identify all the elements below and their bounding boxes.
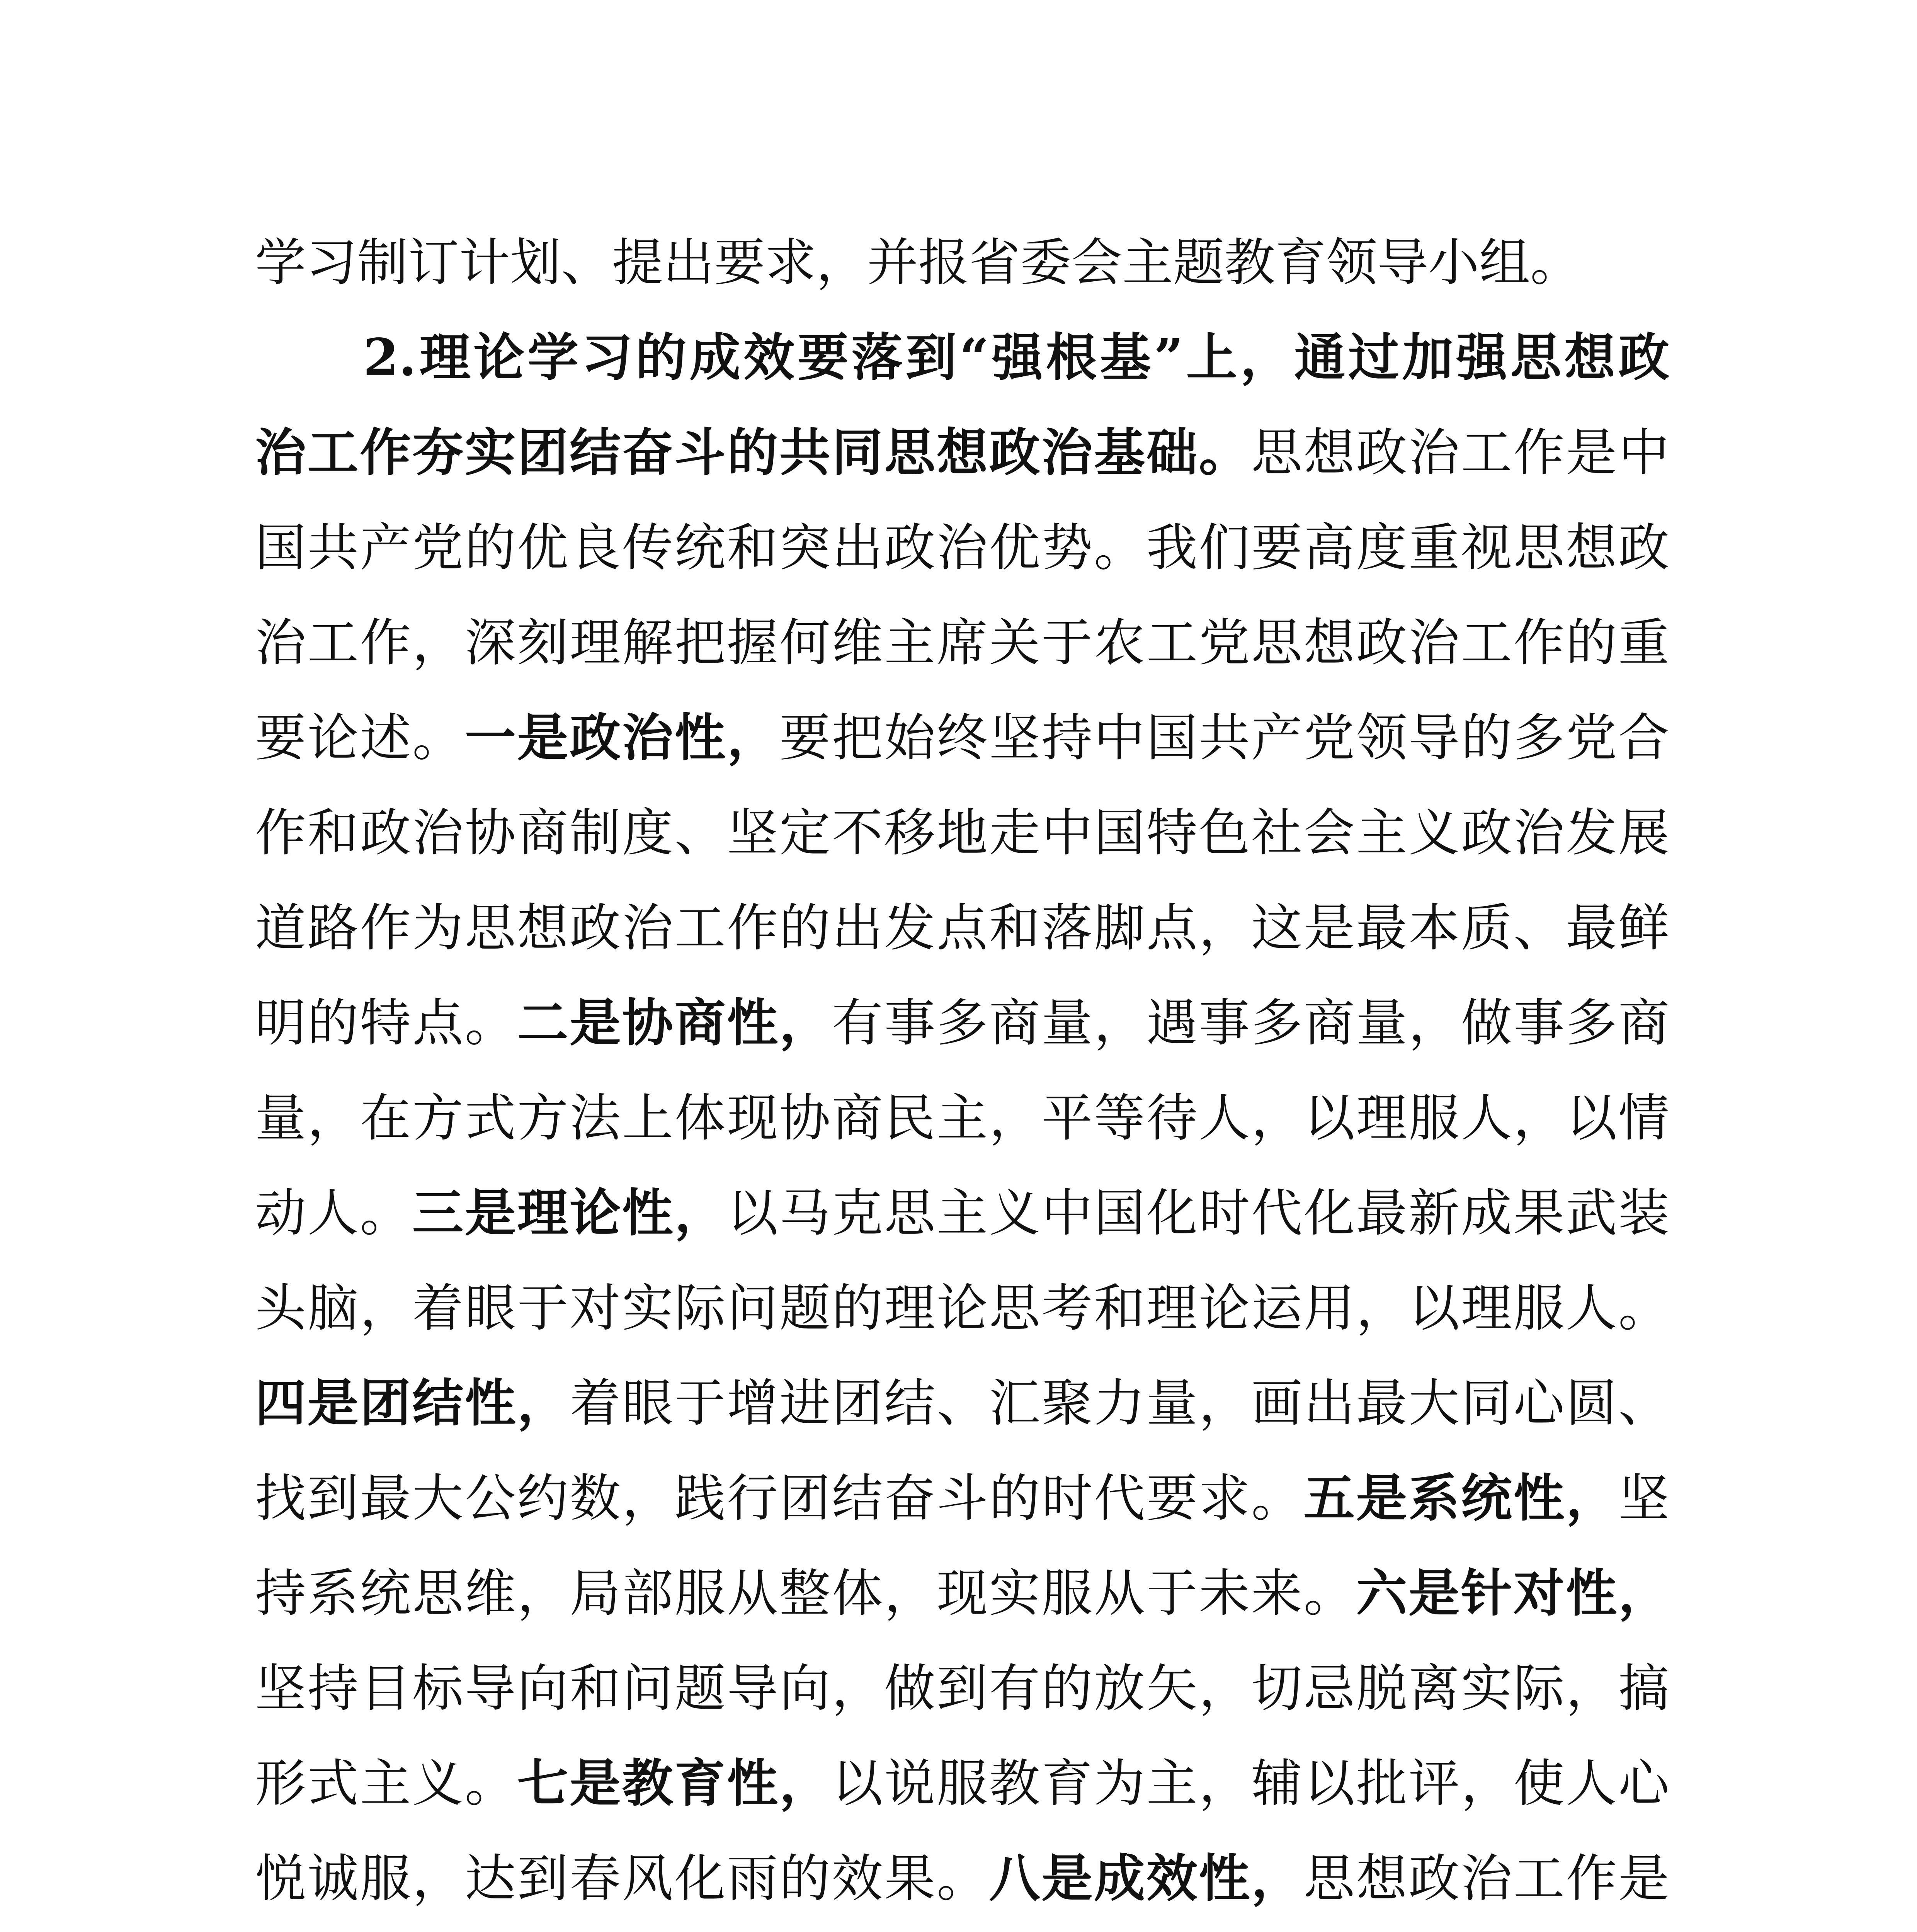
text-line-8 (255, 882, 1669, 975)
text-segment: 找到最大公约数，践行团结奋斗的时代要求。 (255, 1469, 1304, 1528)
text-line-14 (255, 1452, 1669, 1545)
text-line-5 (255, 597, 1669, 689)
text-segment: 道路作为思想政治工作的出发点和落脚点，这是最本质、最鲜 (255, 898, 1669, 958)
text-segment: 要把始终坚持中国共产党领导的多党合 (779, 708, 1670, 768)
text-line-17 (255, 1737, 1669, 1830)
text-line-12 (255, 1262, 1669, 1355)
text-segment: 作和政治协商制度、坚定不移地走中国特色社会主义政治发展 (255, 803, 1669, 863)
bold-keyword: 三是理论性， (412, 1183, 727, 1243)
text-segment: 着眼于增进团结、汇聚力量，画出最大同心圆、 (570, 1374, 1670, 1433)
text-segment: 明的特点。 (255, 993, 517, 1053)
text-segment: 头脑，着眼于对实际问题的理论思考和理论运用，以理服人。 (255, 1279, 1669, 1338)
text-line-3 (255, 406, 1669, 499)
text-segment: 动人。 (255, 1184, 413, 1243)
bold-keyword: 一是政治性， (464, 708, 779, 768)
text-line-2 (363, 311, 1669, 404)
text-line-13 (255, 1357, 1669, 1450)
text-line-4 (255, 502, 1669, 594)
text-line-7 (255, 787, 1669, 879)
text-segment: 思想政治工作是中 (1251, 423, 1670, 483)
bold-keyword: 治工作夯实团结奋斗的共同思想政治基础。 (255, 423, 1252, 483)
text-segment: 以马克思主义中国化时代化最新成果武装 (727, 1184, 1670, 1243)
bold-keyword: 2.理论学习的成效要落到“强根基”上，通过加强思想政 (363, 328, 1669, 388)
text-line-10 (255, 1072, 1669, 1165)
text-segment: 悦诚服，达到春风化雨的效果。 (255, 1849, 989, 1908)
text-segment: 形式主义。 (255, 1754, 517, 1813)
text-segment: 要论述。 (255, 708, 465, 768)
bold-keyword: 五是系统性， (1303, 1468, 1619, 1528)
text-segment: 国共产党的优良传统和突出政治优势。我们要高度重视思想政 (255, 518, 1669, 578)
bold-keyword: 七是教育性， (517, 1753, 832, 1813)
bold-keyword: 四是团结性， (255, 1373, 570, 1433)
text-line-15 (255, 1547, 1669, 1640)
text-line-16 (255, 1642, 1669, 1735)
text-segment: 量，在方式方法上体现协商民主，平等待人，以理服人，以情 (255, 1088, 1669, 1148)
bold-keyword: 二是协商性， (517, 993, 832, 1053)
text-line-11 (255, 1167, 1669, 1260)
text-segment: 思想政治工作是 (1303, 1849, 1670, 1908)
bold-keyword: 八是成效性， (989, 1849, 1304, 1908)
text-segment: 持系统思维，局部服从整体，现实服从于未来。 (255, 1564, 1356, 1623)
text-segment: 学习制订计划、提出要求，并报省委会主题教育领导小组。 (255, 233, 1581, 293)
text-line-1 (255, 216, 1669, 309)
text-segment: 有事多商量，遇事多商量，做事多商 (832, 993, 1670, 1053)
text-segment: 坚 (1618, 1469, 1670, 1528)
text-line-18 (255, 1832, 1669, 1925)
text-line-9 (255, 977, 1669, 1070)
text-segment: 坚持目标导向和问题导向，做到有的放矢，切忌脱离实际，搞 (255, 1659, 1669, 1718)
text-line-19 (255, 1927, 1669, 1932)
text-line-6 (255, 692, 1669, 784)
text-segment: 以说服教育为主，辅以批评，使人心 (832, 1754, 1670, 1813)
text-segment: 治工作，深刻理解把握何维主席关于农工党思想政治工作的重 (255, 613, 1669, 673)
bold-keyword: 六是针对性， (1356, 1563, 1670, 1623)
